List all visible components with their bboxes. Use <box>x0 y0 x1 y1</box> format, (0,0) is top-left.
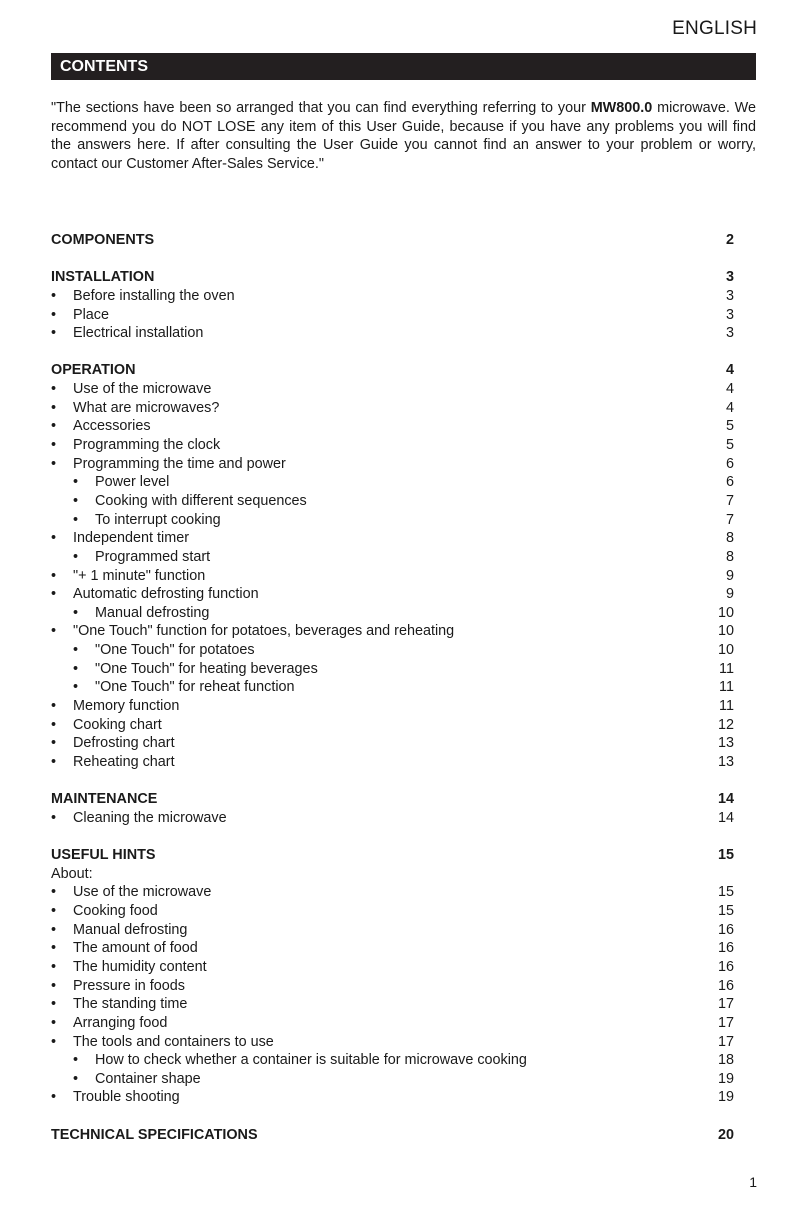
toc-page-number: 19 <box>717 1070 734 1087</box>
toc-page-number: 16 <box>717 977 734 994</box>
bullet-icon: • <box>73 660 79 677</box>
toc-page-number: 15 <box>717 884 734 901</box>
toc-page-number: 13 <box>717 753 734 770</box>
toc-item <box>51 958 734 977</box>
toc-item <box>51 883 734 902</box>
toc-label: TECHNICAL SPECIFICATIONS <box>51 1126 258 1143</box>
toc-label: Cooking with different sequences <box>95 492 307 509</box>
toc-page-number: 3 <box>725 306 734 323</box>
toc-page-number: 11 <box>719 660 734 677</box>
toc-label: Power level <box>95 474 170 491</box>
intro-text-before: "The sections have been so arranged that you can find everything referring to your <box>51 100 591 116</box>
toc-label: USEFUL HINTS <box>51 847 156 864</box>
bullet-icon: • <box>51 381 57 398</box>
bullet-icon: • <box>51 586 57 603</box>
bullet-icon: • <box>51 996 57 1013</box>
toc-label: Use of the microwave <box>73 884 212 901</box>
toc-page-number: 4 <box>725 381 734 398</box>
contents-banner <box>51 53 756 80</box>
toc-item <box>51 1033 734 1052</box>
toc-subitem <box>51 604 734 623</box>
toc-page-number: 5 <box>725 418 734 435</box>
toc-label: Before installing the oven <box>73 287 235 304</box>
toc-label: MAINTENANCE <box>51 791 158 808</box>
intro-text-after: microwave. We recommend you do NOT LOSE any item of this User Guide, because if you have any problems you will find the answers here. If after consulting the User Guide you cannot find an answer to your problem or worry, contact our Customer After-Sales Service." <box>51 100 757 173</box>
toc-page-number: 9 <box>725 567 734 584</box>
toc-label: OPERATION <box>51 362 136 379</box>
toc-page-number: 9 <box>725 586 734 603</box>
bullet-icon: • <box>73 1052 79 1069</box>
toc-label: Container shape <box>95 1070 201 1087</box>
toc-label: Cooking food <box>73 903 158 920</box>
toc-page-number: 15 <box>717 903 734 920</box>
toc-label: COMPONENTS <box>51 232 155 248</box>
bullet-icon: • <box>51 306 57 323</box>
bullet-icon: • <box>51 623 57 640</box>
toc-page-number: 15 <box>717 847 734 864</box>
toc-label: Memory function <box>73 698 180 715</box>
toc-section-heading <box>51 268 734 287</box>
toc-page-number: 20 <box>717 1126 734 1143</box>
toc-label: Independent timer <box>73 530 190 547</box>
toc-page-number: 11 <box>719 698 734 715</box>
toc-item <box>51 734 734 753</box>
toc-section-heading <box>51 846 734 865</box>
contents-title: CONTENTS <box>60 58 148 75</box>
toc-label: Programming the time and power <box>73 455 286 472</box>
toc-page-number: 10 <box>717 604 734 621</box>
bullet-icon: • <box>51 287 57 304</box>
toc-item <box>51 753 734 772</box>
toc-item <box>51 455 734 474</box>
bullet-icon: • <box>73 511 79 528</box>
bullet-icon: • <box>51 958 57 975</box>
toc-label: Arranging food <box>73 1014 168 1031</box>
toc-label: Cooking chart <box>73 716 162 733</box>
toc-label: The standing time <box>73 996 188 1013</box>
toc-label: Programming the clock <box>73 437 221 454</box>
bullet-icon: • <box>51 1014 57 1031</box>
toc-section-heading <box>51 361 734 380</box>
bullet-icon: • <box>51 698 57 715</box>
toc-page-number: 5 <box>725 437 734 454</box>
bullet-icon: • <box>51 884 57 901</box>
bullet-icon: • <box>73 604 79 621</box>
toc-page-number: 17 <box>717 1014 734 1031</box>
toc-item <box>51 902 734 921</box>
language-label: ENGLISH <box>672 18 757 39</box>
toc-label: Cleaning the microwave <box>73 809 227 826</box>
bullet-icon: • <box>51 437 57 454</box>
bullet-icon: • <box>51 399 57 416</box>
bullet-icon: • <box>73 548 79 565</box>
toc-label: Electrical installation <box>73 325 204 342</box>
toc-item <box>51 436 734 455</box>
toc-label: Manual defrosting <box>95 604 210 621</box>
bullet-icon: • <box>51 716 57 733</box>
toc-page-number: 2 <box>725 232 734 248</box>
toc-label: Use of the microwave <box>73 381 212 398</box>
toc-page-number: 8 <box>725 548 734 565</box>
toc-label: Programmed start <box>95 548 211 565</box>
toc-subitem <box>51 641 734 660</box>
toc-label: The amount of food <box>73 940 198 957</box>
toc-label: Manual defrosting <box>73 921 188 938</box>
toc-item <box>51 921 734 940</box>
toc-section-heading <box>51 231 734 250</box>
toc-page-number: 14 <box>717 791 734 808</box>
bullet-icon: • <box>73 1070 79 1087</box>
toc-item <box>51 716 734 735</box>
toc-page-number: 8 <box>725 530 734 547</box>
toc-item <box>51 529 734 548</box>
toc-page-number: 12 <box>717 716 734 733</box>
bullet-icon: • <box>51 903 57 920</box>
toc-item <box>51 697 734 716</box>
toc-page-number: 11 <box>719 679 734 696</box>
toc-label: "One Touch" for heating beverages <box>95 660 318 677</box>
toc-page-number: 3 <box>725 287 734 304</box>
toc-subitem <box>51 548 734 567</box>
bullet-icon: • <box>73 642 79 659</box>
toc-label: Pressure in foods <box>73 977 185 994</box>
toc-label: Place <box>73 306 109 323</box>
toc-page-number: 10 <box>717 623 734 640</box>
toc-label: Automatic defrosting function <box>73 586 259 603</box>
toc-item <box>51 622 734 641</box>
toc-section-heading <box>51 790 734 809</box>
toc-page-number: 7 <box>725 492 734 509</box>
toc-page-number: 6 <box>725 474 734 491</box>
bullet-icon: • <box>51 1033 57 1050</box>
toc-page-number: 6 <box>725 455 734 472</box>
toc-page-number: 7 <box>725 511 734 528</box>
toc-subheading <box>51 865 734 884</box>
toc-label: "One Touch" function for potatoes, beverages and reheating <box>73 623 455 640</box>
bullet-icon: • <box>51 809 57 826</box>
toc-item <box>51 324 734 343</box>
bullet-icon: • <box>51 325 57 342</box>
toc-page-number: 16 <box>717 921 734 938</box>
toc-label: Reheating chart <box>73 753 175 770</box>
toc-item <box>51 1014 734 1033</box>
toc-page-number: 17 <box>717 996 734 1013</box>
toc-item <box>51 995 734 1014</box>
toc-label: The humidity content <box>73 958 207 975</box>
toc-label: The tools and containers to use <box>73 1033 274 1050</box>
toc-item <box>51 306 734 325</box>
toc-label: About: <box>51 865 93 882</box>
toc-label: How to check whether a container is suitable for microwave cooking <box>95 1052 527 1069</box>
toc-page-number: 3 <box>725 325 734 342</box>
toc-subitem <box>51 473 734 492</box>
intro-paragraph <box>51 99 756 174</box>
toc-page-number: 19 <box>717 1089 734 1106</box>
toc-subitem <box>51 678 734 697</box>
toc-item <box>51 567 734 586</box>
toc-page-number: 13 <box>717 735 734 752</box>
bullet-icon: • <box>51 455 57 472</box>
toc-item <box>51 380 734 399</box>
bullet-icon: • <box>73 679 79 696</box>
toc-page-number: 3 <box>725 269 734 286</box>
toc-page-number: 16 <box>717 958 734 975</box>
toc-label: Defrosting chart <box>73 735 175 752</box>
toc-page-number: 4 <box>725 399 734 416</box>
bullet-icon: • <box>51 735 57 752</box>
toc-label: To interrupt cooking <box>95 511 221 528</box>
toc-subitem <box>51 660 734 679</box>
model-number: MW800.0 <box>590 100 653 116</box>
toc-label: "One Touch" for potatoes <box>95 642 255 659</box>
table-of-contents <box>51 231 734 1144</box>
bullet-icon: • <box>51 940 57 957</box>
toc-subitem <box>51 511 734 530</box>
toc-item <box>51 399 734 418</box>
toc-item <box>51 939 734 958</box>
toc-item <box>51 809 734 828</box>
toc-label: INSTALLATION <box>51 269 155 286</box>
bullet-icon: • <box>51 921 57 938</box>
toc-label: What are microwaves? <box>73 399 220 416</box>
toc-item <box>51 585 734 604</box>
toc-page-number: 16 <box>717 940 734 957</box>
toc-item <box>51 287 734 306</box>
toc-label: "+ 1 minute" function <box>73 567 206 584</box>
bullet-icon: • <box>51 567 57 584</box>
toc-item <box>51 977 734 996</box>
toc-item <box>51 417 734 436</box>
page-number: 1 <box>749 1174 757 1190</box>
toc-subitem <box>51 1051 734 1070</box>
toc-page-number: 4 <box>725 362 734 379</box>
bullet-icon: • <box>73 474 79 491</box>
bullet-icon: • <box>51 977 57 994</box>
bullet-icon: • <box>51 418 57 435</box>
bullet-icon: • <box>73 492 79 509</box>
toc-subitem <box>51 492 734 511</box>
toc-item <box>51 1088 734 1107</box>
toc-page-number: 10 <box>717 642 734 659</box>
bullet-icon: • <box>51 530 57 547</box>
toc-label: "One Touch" for reheat function <box>95 679 295 696</box>
toc-subitem <box>51 1070 734 1089</box>
toc-section-heading <box>51 1126 734 1145</box>
bullet-icon: • <box>51 753 57 770</box>
toc-page-number: 14 <box>717 809 734 826</box>
toc-page-number: 17 <box>717 1033 734 1050</box>
bullet-icon: • <box>51 1089 57 1106</box>
toc-page-number: 18 <box>717 1052 734 1069</box>
toc-label: Accessories <box>73 418 151 435</box>
toc-label: Trouble shooting <box>73 1089 180 1106</box>
